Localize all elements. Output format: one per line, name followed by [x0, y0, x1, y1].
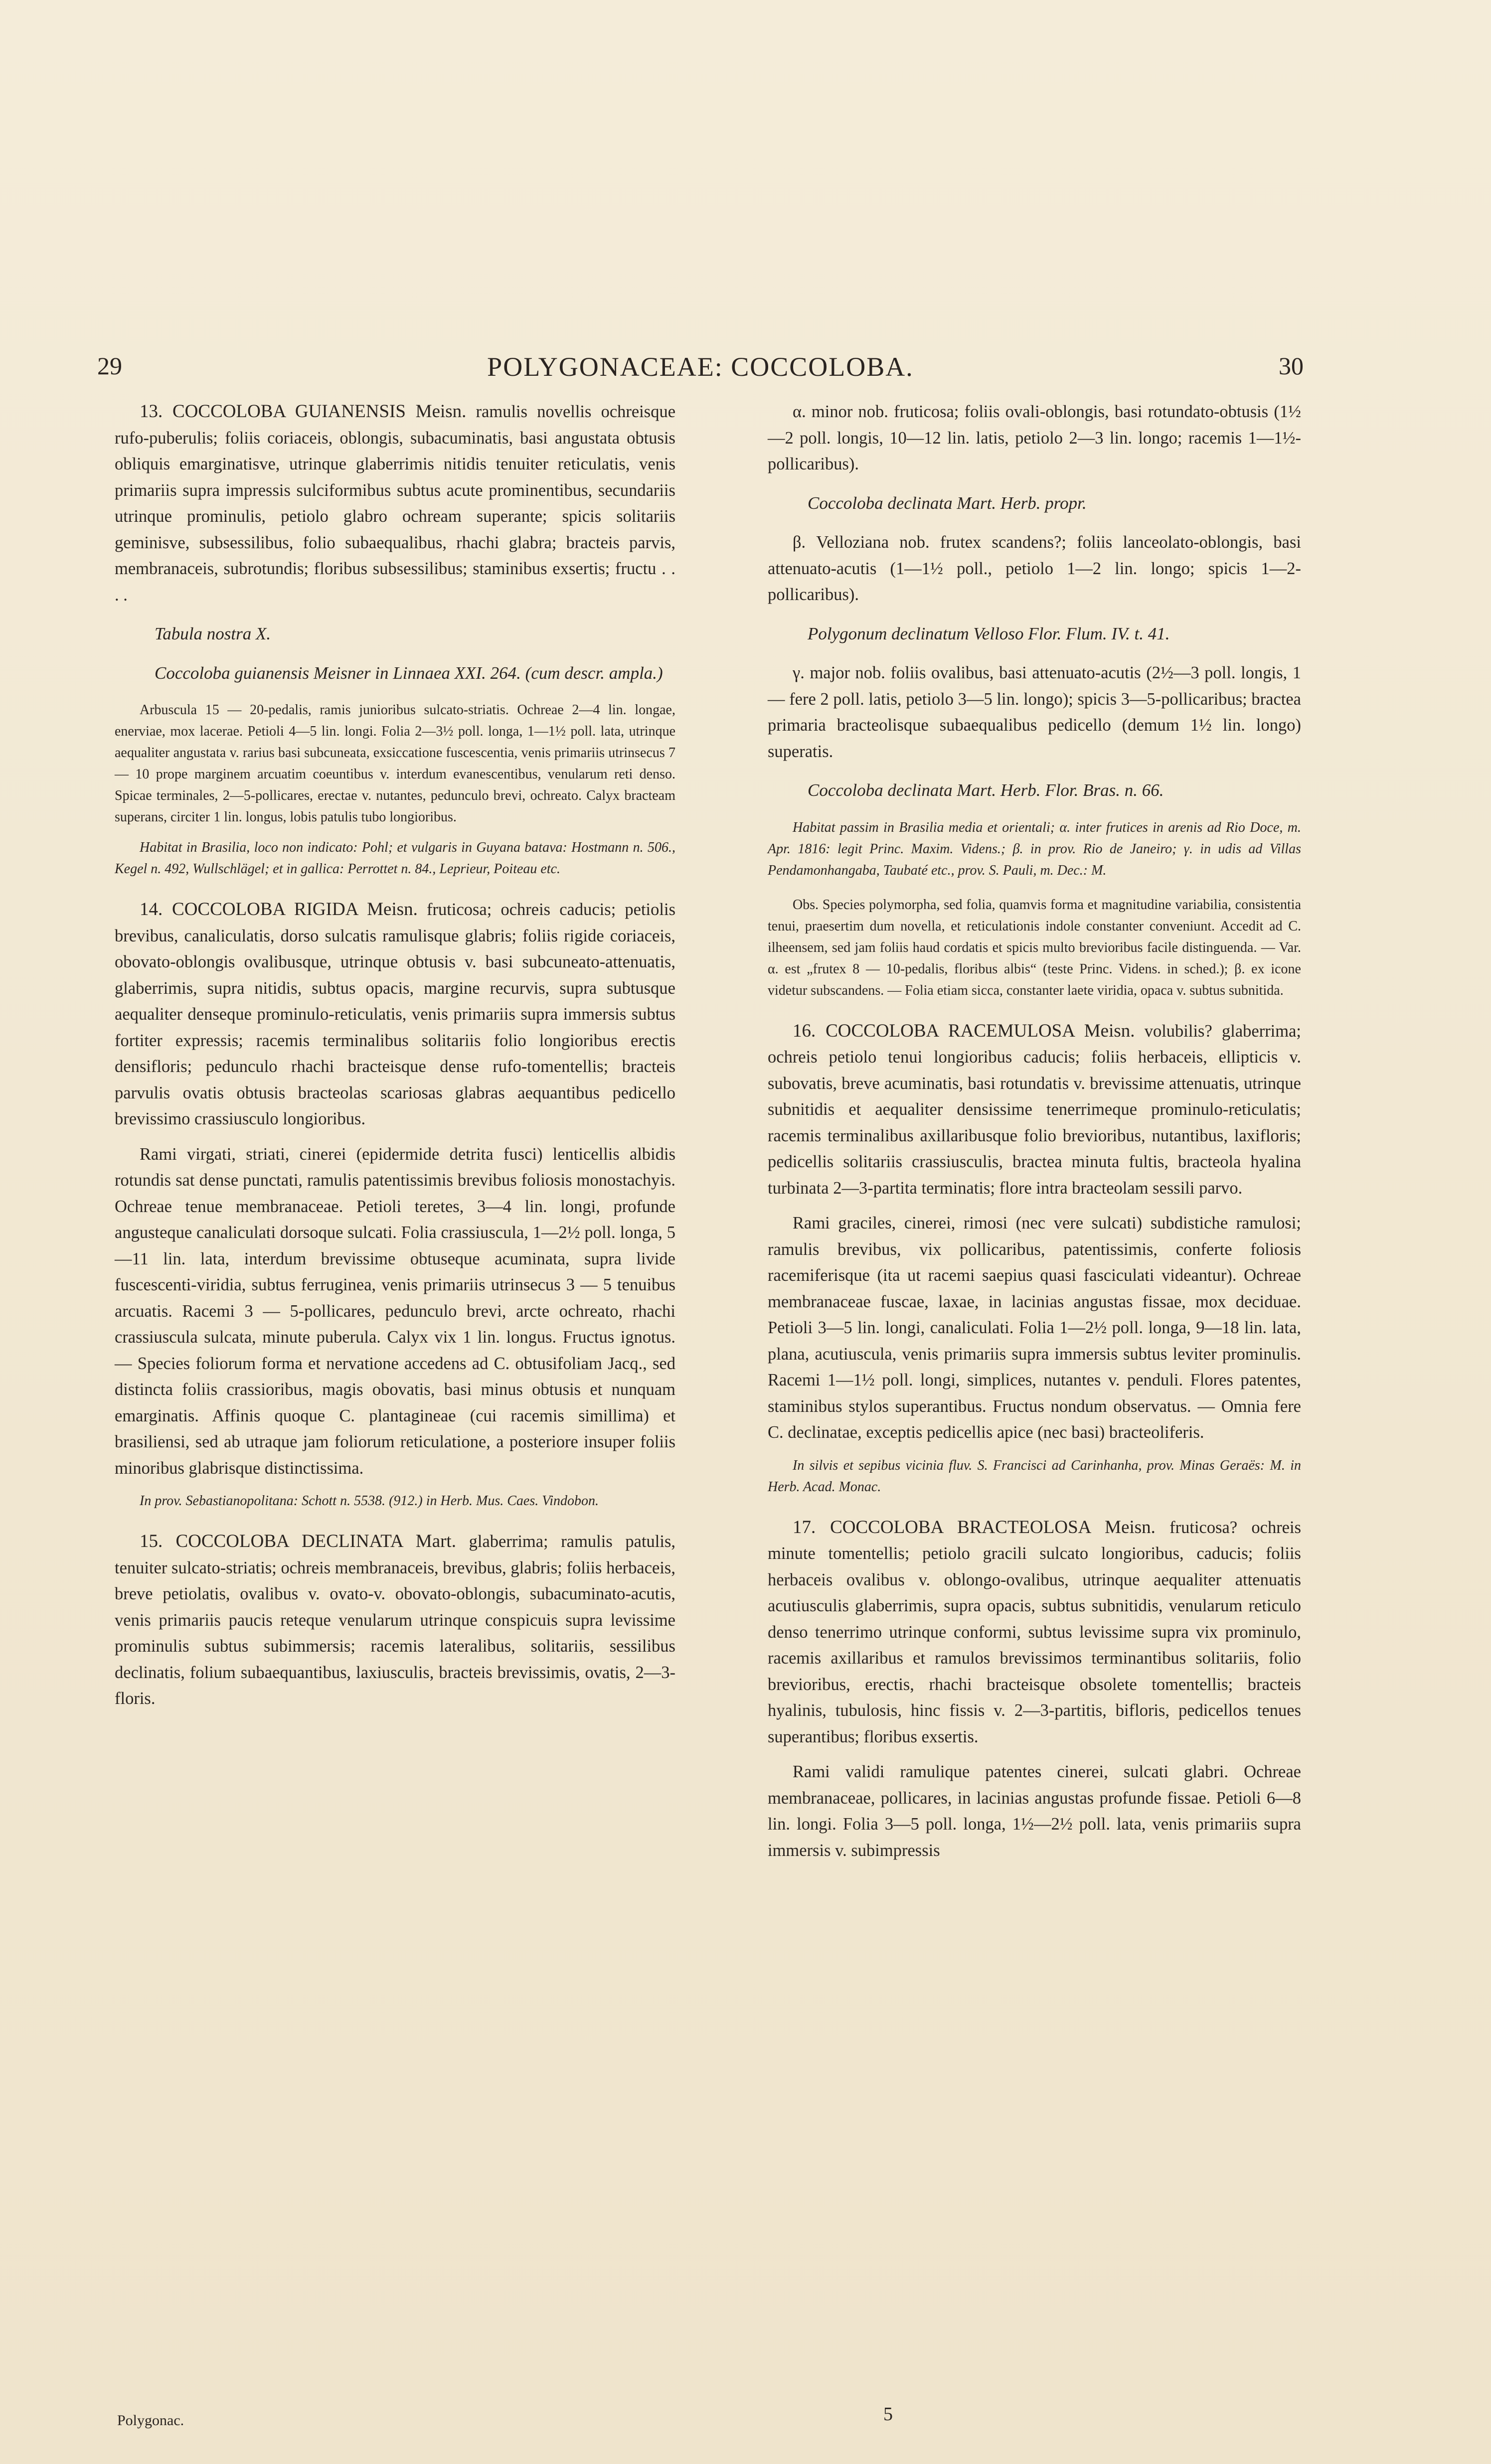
- species-13-description: Arbuscula 15 — 20-pedalis, ramis junioribus sulcato-striatis. Ochreae 2—4 lin. longae, enerviae, mox lacerae. Petioli 4—5 lin. longi. Folia 2—3½ poll. longa, 1—1½ poll. lata, utrinque aequaliter angustata v. rarius basi subcuneata, exsiccatione fuscescentia, venis primariis utrinsecus 7 — 10 prope marginem arcuatim coeuntibus v. interdum evanescentibus, venularum reti denso. Spicae terminales, 2—5-pollicares, erectae v. nutantes, pedunculo brevi, ochreato. Calyx bracteam superans, circiter 1 lin. longus, lobis patulis tubo longioribus.: [115, 702, 675, 825]
- species-16-diagnosis: volubilis? glaberrima; ochreis petiolo tenui longioribus caducis; foliis herbaceis, ellipticis v. subovatis, breve acuminatis, basi rotundatis v. brevissime attenuatis, utrinque subnitidis et aequaliter densissime tenerrimeque prominulo-reticulatis; racemis terminalibus axillaribusque folio brevioribus, nutantibus, laxifloris; pedicellis solitariis crassiusculis, bractea minuta fultis, bracteola hyalina turbinata 2—3-partita terminatis; flore intra bracteolam sessili parvo.: [768, 1021, 1302, 1198]
- species-16-heading: 16. COCCOLOBA RACEMULOSA Meisn.: [793, 1020, 1135, 1041]
- variety-alpha: α. minor nob. fruticosa; foliis ovali-oblongis, basi rotundato-obtusis (1½—2 poll. longis, 10—12 lin. latis, petiolo 2—3 lin. longo; racemis 1—1½-pollicaribus).: [768, 402, 1301, 473]
- species-13-literature-ref: Coccoloba guianensis Meisner in Linnaea XXI. 264. (cum descr. ampla.): [155, 663, 663, 683]
- signature-mark: 5: [883, 2404, 893, 2425]
- species-17-diagnosis: fruticosa? ochreis minute tomentellis; petiolo gracili sulcato longioribus, caducis; foliis herbaceis ovalibus v. oblongo-ovalibus, utrinque aequaliter attenuatis acutiusculis glaberrimis, supra opacis, subtus subnitidis, venularum reticulo denso tenerrimo utrinque conformi, subtus levissime supra vix prominulo, racemis axillaribus et ramulos brevissimos terminantibus solitariis, folio brevioribus, erectis, rhachi bracteisque obsolete tomentellis; bracteis hyalinis, tubulosis, hinc fissis v. 2—3-partitis, bifloris, pedicellos tenues superantibus; floribus exsertis.: [768, 1518, 1302, 1746]
- variety-beta-ref: Polygonum declinatum Velloso Flor. Flum. IV. t. 41.: [808, 623, 1170, 643]
- variety-gamma: γ. major nob. foliis ovalibus, basi attenuato-acutis (2½—3 poll. longis, 1— fere 2 poll. latis, petiolo 3—5 lin. longo); spicis 3—5-pollicaribus; bractea primaria bracteolisque subaequalibus pedicello (demum 1½ lin. longo) superatis.: [768, 663, 1301, 761]
- species-16: [768, 1018, 1301, 1202]
- species-17-heading: 17. COCCOLOBA BRACTEOLOSA Meisn.: [793, 1517, 1156, 1538]
- species-13-plate-ref: Tabula nostra X.: [155, 624, 271, 643]
- variety-gamma-ref: Coccoloba declinata Mart. Herb. Flor. Bras. n. 66.: [808, 780, 1164, 800]
- species-15: [115, 1529, 675, 1712]
- sheet-footer: Polygonac.: [117, 2412, 184, 2429]
- variety-beta: β. Velloziana nob. frutex scandens?; foliis lanceolato-oblongis, basi attenuato-acutis (1—1½ poll., petiolo 1—2 lin. longo; spicis 1—2-pollicaribus).: [768, 533, 1301, 604]
- species-13-habitat: Habitat in Brasilia, loco non indicato: Pohl; et vulgaris in Guyana batava: Hostmann n. 506., Kegel n. 492, Wullschlägel; et in gallica: Perrottet n. 84., Leprieur, Poiteau etc.: [115, 840, 675, 877]
- page-header: [97, 351, 1304, 386]
- species-15-habitat: Habitat passim in Brasilia media et orientali; α. inter frutices in arenis ad Rio Doce, m. Apr. 1816: legit Princ. Maxim. Videns.; β. in prov. Rio de Janeiro; γ. in udis ad Villas Pendamonhangaba, Taubaté etc., prov. S. Pauli, m. Dec.: M.: [768, 819, 1301, 878]
- variety-alpha-ref: Coccoloba declinata Mart. Herb. propr.: [808, 493, 1087, 513]
- species-15-heading: 15. COCCOLOBA DECLINATA Mart.: [140, 1531, 456, 1551]
- species-14: [115, 897, 675, 1132]
- species-14-diagnosis: fruticosa; ochreis caducis; petiolis brevibus, canaliculatis, dorso sulcatis ramulisque glabris; foliis rigide coriaceis, obovato-oblongis ovalibusque, utrinque obtusis v. basi subcuneato-attenuatis, glaberrimis, supra nitidis, subtus opacis, margine recurvis, supra subtusque aequaliter denseque prominulo-reticulatis, venis primariis supra immersis subtus fortiter expressis; racemis terminalibus solitariis folio longioribus erectis densifloris; pedunculo rhachi bracteisque dense rufo-tomentellis; bracteis parvulis ovatis obtusis bracteolas scariosas glabras aequantibus pedicello brevissimo crassiusculo longioribus.: [115, 900, 675, 1128]
- species-13-heading: 13. COCCOLOBA GUIANENSIS Meisn.: [140, 401, 467, 422]
- species-17: [768, 1515, 1301, 1750]
- right-column: [768, 399, 1301, 1872]
- left-column: [115, 399, 675, 1721]
- species-16-description: Rami graciles, cinerei, rimosi (nec vere sulcati) subdistiche ramulosi; ramulis brevibus, vix pollicaribus, patentissimis, conferte foliosis racemiferisque (ita ut racemi saepius quasi fasciculati videantur). Ochreae membranaceae fuscae, laxae, in lacinias angustas fissae, mox deciduae. Petioli 3—5 lin. longi, canaliculati. Folia 1—2½ poll. longa, 9—18 lin. lata, plana, acutiuscula, venis primariis supra immersis subtus leviter prominulis. Racemi 1—1½ poll. longi, simplices, nutantes v. penduli. Flores patentes, staminibus stylos superantibus. Fructus nondum observatus. — Omnia fere C. declinatae, exceptis pedicellis apice (nec basi) bracteoliferis.: [768, 1214, 1301, 1442]
- species-14-description: Rami virgati, striati, cinerei (epidermide detrita fusci) lenticellis albidis rotundis sat dense punctati, ramulis patentissimis brevibus foliosis monostachyis. Ochreae tenue membranaceae. Petioli teretes, 3—4 lin. longi, profunde angusteque canaliculati dorsoque sulcati. Folia crassiuscula, 1—2½ poll. longa, 5—11 lin. lata, interdum brevissime obtuseque acuminata, supra livide fuscescenti-viridia, subtus ferruginea, venis primariis utrinsecus 3 — 5 tenuibus arcuatis. Racemi 3 — 5-pollicares, pedunculo brevi, arcte ochreato, rhachi crassiuscula sulcata, minute puberula. Calyx vix 1 lin. longus. Fructus ignotus. — Species foliorum forma et nervatione accedens ad C. obtusifoliam Jacq., sed distincta foliis crassioribus, magis obovatis, basi minus obtusis et nunquam emarginatis. Affinis quoque C. plantagineae (cui racemis simillima) et brasiliensi, sed ab utraque jam foliorum reticulatione, a posteriore insuper foliis minoribus glabrisque distinctissima.: [115, 1144, 675, 1478]
- species-14-habitat: In prov. Sebastianopolitana: Schott n. 5538. (912.) in Herb. Mus. Caes. Vindobon.: [140, 1493, 599, 1509]
- species-14-heading: 14. COCCOLOBA RIGIDA Meisn.: [140, 899, 418, 920]
- page-number-right: 30: [1279, 352, 1304, 380]
- species-15-diagnosis: glaberrima; ramulis patulis, tenuiter sulcato-striatis; ochreis membranaceis, brevibus, glabris; foliis herbaceis, breve petiolatis, ovalibus v. ovato-v. obovato-oblongis, subacuminato-acutis, venis primariis paucis reteque venularum utrinque conspicuis supra levissime prominulis subtus subimmersis; racemis lateralibus, solitariis, sessilibus declinatis, folium subaequantibus, laxiusculis, bracteis brevissimis, ovatis, 2—3-floris.: [115, 1532, 676, 1708]
- species-13: [115, 399, 675, 608]
- species-17-description: Rami validi ramulique patentes cinerei, sulcati glabri. Ochreae membranaceae, pollicares, in lacinias angustas profunde fissae. Petioli 6—8 lin. longi. Folia 3—5 poll. longa, 1½—2½ poll. lata, venis primariis supra immersis v. subimpressis: [768, 1762, 1301, 1860]
- page-number-left: 29: [97, 352, 122, 380]
- species-15-observation: Obs. Species polymorpha, sed folia, quamvis forma et magnitudine variabilia, consistentia tenui, praesertim dum novella, et reticulationis indole constanter conveniunt. Accedit ad C. ilheensem, sed jam foliis haud cordatis et spicis multo brevioribus facile distinguenda. — Var. α. est „frutex 8 — 10-pedalis, floribus albis“ (teste Princ. Videns. in sched.); β. ex icone videtur subscandens. — Folia etiam sicca, constanter laete viridia, opaca v. subtus subnitida.: [768, 897, 1301, 998]
- species-13-diagnosis: ramulis novellis ochreisque rufo-puberulis; foliis coriaceis, oblongis, subacuminatis, basi angustata obtusis obliquis emarginatisve, utrinque glaberrimis nitidis tenuiter reticulatis, venis primariis supra impressis sulciformibus subtus acute prominentibus, secundariis utrinque prominulis, petiolo glabro ochream superante; spicis solitariis geminisve, subsessilibus, folio subaequalibus, rhachi glabra; bracteis parvis, membranaceis, subrotundis; floribus subsessilibus; staminibus exsertis; fructu . . . .: [115, 402, 676, 605]
- running-title: POLYGONACEAE: COCCOLOBA.: [487, 352, 914, 382]
- species-16-habitat: In silvis et sepibus vicinia fluv. S. Francisci ad Carinhanha, prov. Minas Geraës: M. in Herb. Acad. Monac.: [768, 1457, 1301, 1495]
